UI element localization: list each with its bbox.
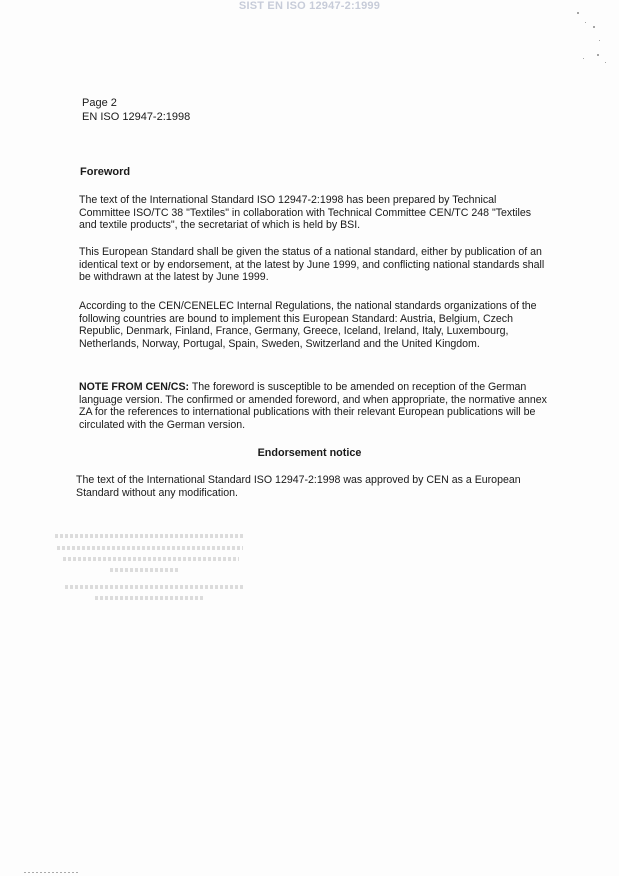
foreword-paragraph-1: The text of the International Standard ISO 12947-2:1998 has been prepared by Technical Committee ISO/TC 38 "Textiles" in collaboration with Technical Committee CEN/TC 248 "Textiles and textile products", the secretariat of which is held by BSI. bbox=[79, 194, 532, 232]
page-number: Page 2 bbox=[82, 97, 117, 109]
note-label: NOTE FROM CEN/CS: bbox=[79, 381, 190, 393]
scan-edge-mark bbox=[24, 872, 79, 873]
endorsement-heading: Endorsement notice bbox=[257, 447, 362, 459]
foreword-paragraph-2: This European Standard shall be given the status of a national standard, either by publication of an identical text or by endorsement, at the latest by June 1999, and conflicting national standards shall be withdrawn at the latest by June 1999. bbox=[79, 246, 545, 284]
watermark: SIST EN ISO 12947-2:1999 bbox=[238, 0, 381, 12]
standard-number: EN ISO 12947-2:1998 bbox=[82, 111, 191, 123]
scan-specks bbox=[547, 10, 607, 70]
note-paragraph bbox=[79, 381, 549, 431]
foreword-heading: Foreword bbox=[80, 166, 131, 178]
endorsement-paragraph: The text of the International Standard ISO 12947-2:1998 was approved by CEN as a European Standard without any modification. bbox=[76, 474, 521, 499]
note-text: The foreword is susceptible to be amended on reception of the German language version. The confirmed or amended foreword, and when appropriate, the normative annex ZA for the references to international publications with their relevant European publications will be circulated with the German version. bbox=[79, 381, 547, 431]
page-header bbox=[82, 96, 190, 124]
foreword-paragraph-3: According to the CEN/CENELEC Internal Regulations, the national standards organizations of the following countries are bound to implement this European Standard: Austria, Belgium, Czech Republic, Denmark, Finland, France, Germany, Greece, Iceland, Ireland, Italy, Luxembourg, Netherlands, Norway, Portugal, Spain, Sweden, Switzerland and the United Kingdom. bbox=[79, 300, 537, 350]
faded-stamp bbox=[55, 530, 255, 610]
